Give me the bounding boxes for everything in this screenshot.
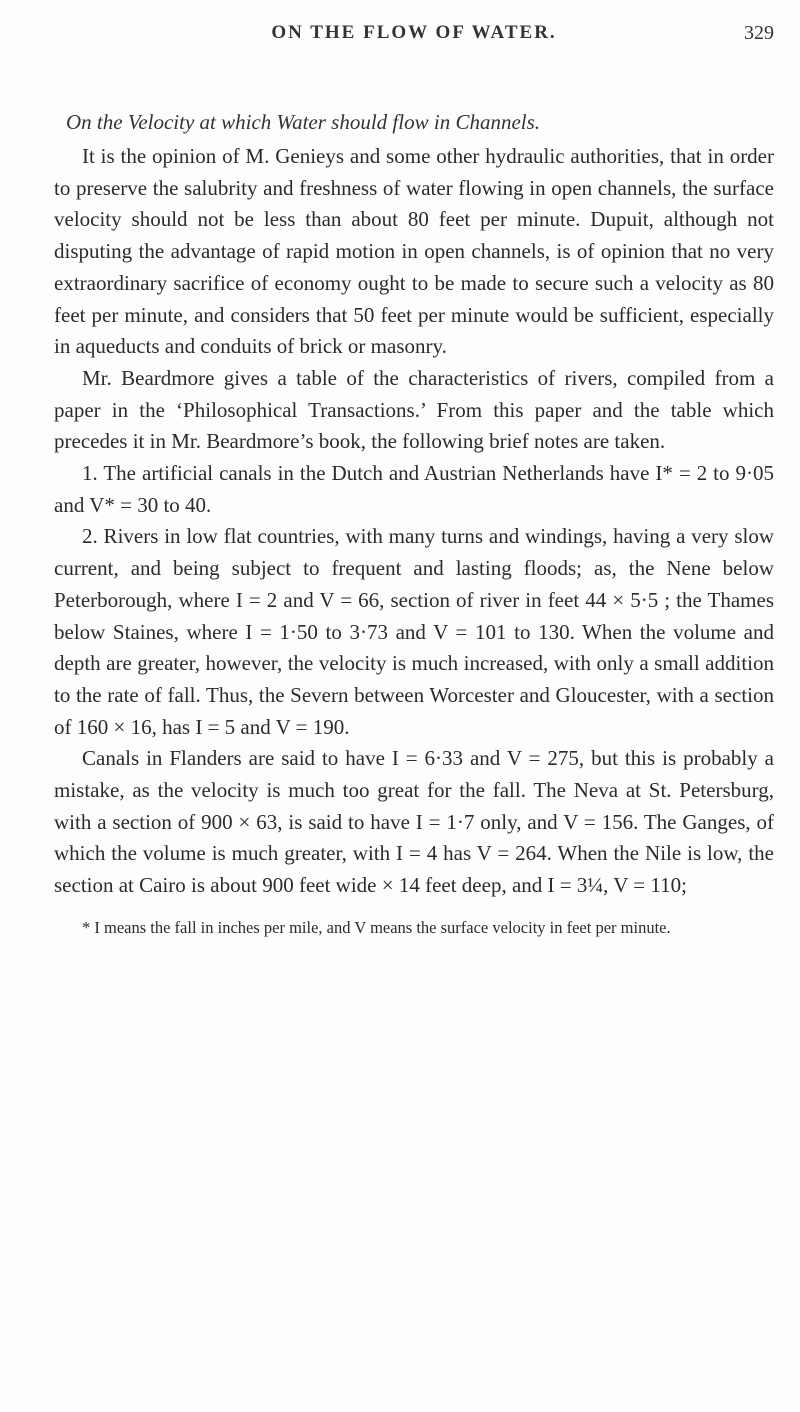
paragraph-genieys-dupuit: It is the opinion of M. Genieys and some other hydraulic authorities, that in order to preserve the salubrity and freshness of water flowing in open channels, the surface velocity should not be less than about 80 feet per minute. Dupuit, although not disputing the advantage of rapid motion in open channels, is of opinion that no very extraordinary sacrifice of economy ought to be made to secure such a velocity as 80 feet per minute, and considers that 50 feet per minute would be sufficient, especially in aqueducts and conduits of brick or masonry. — [54, 144, 774, 359]
paragraph-beardmore: Mr. Beardmore gives a table of the characteristics of rivers, compiled from a paper in the ‘Philosophical Transactions.’ From this paper and the table which precedes it in Mr. Beardmore’s book, the following brief notes are taken. — [54, 365, 774, 454]
running-title: ON THE FLOW OF WATER. — [271, 22, 557, 43]
paragraph-flanders-neva-ganges-nile: Canals in Flanders are said to have I = 6·33 and V = 275, but this is probably a mistake, as the velocity is much too great for the fall. The Neva at St. Petersburg, with a section of 900 × 63, is said to have I = 1·7 only, and V = 156. The Ganges, of which the volume is much greater, with I = 4 has V = 264. When the Nile is low, the section at Cairo is about 900 feet wide × 14 feet deep, and I = 3¼, V = 110; — [54, 746, 774, 898]
section-title: On the Velocity at which Water should flow in Channels. — [66, 110, 541, 134]
book-page — [54, 22, 774, 939]
page-number: 329 — [744, 22, 774, 44]
paragraph-note-1-canals: 1. The artificial canals in the Dutch and Austrian Netherlands have I* = 2 to 9·05 and V* = 30 to 40. — [54, 461, 774, 517]
body-text — [54, 141, 774, 902]
paragraph-note-2-rivers: 2. Rivers in low flat countries, with many turns and windings, having a very slow current, and being subject to frequent and lasting floods; as, the Nene below Peterborough, where I = 2 and V = 66, section of river in feet 44 × 5·5 ; the Thames below Staines, where I = 1·50 to 3·73 and V = 101 to 130. When the volume and depth are greater, however, the velocity is much increased, with only a small addition to the rate of fall. Thus, the Severn between Worcester and Gloucester, with a section of 160 × 16, has I = 5 and V = 190. — [54, 524, 774, 739]
running-header — [54, 22, 774, 62]
footnote: * I means the fall in inches per mile, and V means the surface velocity in feet per minute. — [82, 917, 671, 937]
